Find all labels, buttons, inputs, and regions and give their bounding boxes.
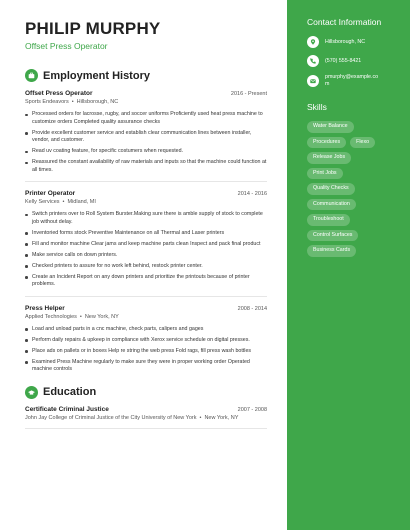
bullet-item: Inventoried forms stock Preventive Maintenance on all Thermal and Laser printers (25, 230, 267, 238)
education-entry-location: New York, NY (204, 414, 239, 421)
sidebar (287, 0, 410, 530)
skill-tag: Control Surfaces (307, 230, 358, 242)
job-title: Offset Press Operator (25, 41, 108, 51)
bullet-item: Checked printers to assure for no work left behind, restock printer center. (25, 263, 267, 271)
job-entry-location: Midland, MI (67, 199, 96, 205)
education-section-header (25, 386, 267, 399)
job-entry (25, 190, 267, 297)
job-entry-dates: 2016 - Present (230, 91, 267, 97)
divider (25, 181, 267, 182)
bullet-item: Switch printers over to Roll System Burster.Making sure there is amble supply of stock to complete job without delay. (25, 211, 267, 226)
bullet-item: Make service calls on down printers. (25, 252, 267, 260)
contact-location-text: Hillsborough, NC (325, 38, 366, 45)
job-entry (25, 305, 267, 374)
skill-tag: Business Cards (307, 245, 356, 257)
job-entry-meta (25, 99, 267, 105)
employment-section-header (25, 69, 267, 82)
job-entry-location: Hillsborough, NC (76, 99, 119, 105)
contact-email (307, 74, 410, 88)
email-line-1: pmurphy@example.co (325, 74, 379, 80)
separator-dot: • (62, 199, 65, 205)
skill-tag: Release Jobs (307, 152, 351, 164)
briefcase-icon (25, 69, 38, 82)
candidate-name: PHILIP MURPHY (25, 19, 161, 38)
map-pin-icon (307, 36, 319, 48)
job-entry (25, 90, 267, 182)
skills-heading: Skills (307, 102, 327, 112)
divider (25, 296, 267, 297)
job-entry-title: Printer Operator (25, 190, 76, 197)
skill-tag: Water Balance (307, 121, 354, 133)
job-entry-company: Sports Endeavors (25, 99, 69, 105)
bullet-item: Load and unload parts in a cnc machine, check parts, calipers and gages (25, 326, 267, 334)
job-entry-company: Applied Technologies (25, 313, 77, 320)
education-entry-meta (25, 415, 267, 421)
skill-tag: Procedures (307, 137, 346, 149)
job-entry-bullets (25, 326, 267, 374)
bullet-item: Create an Incident Report on any down printers and prioritize the printouts because of printer problems. (25, 274, 267, 289)
contact-phone-text[interactable]: (570) 555-8421 (325, 57, 362, 64)
email-line-2: m (325, 81, 330, 87)
phone-icon (307, 55, 319, 67)
education-entry (25, 406, 267, 429)
job-entry-title: Press Helper (25, 304, 65, 312)
bullet-item: Fill and monitor machine Clear jams and keep machine parts clean Inspect and pack final product (25, 241, 267, 249)
education-entry-title: Certificate Criminal Justice (25, 405, 109, 413)
job-entry-meta (25, 314, 267, 320)
skill-tag: Quality Checks (307, 183, 355, 195)
employment-heading: Employment History (43, 69, 150, 82)
bullet-item: Reassured the constant availability of raw materials and inputs so that the machine could function at all times. (25, 159, 267, 174)
education-heading: Education (43, 386, 97, 398)
bullet-item: Perform daily repairs & upkeep in compliance with Xerox service schedule on digital presses. (25, 337, 267, 345)
separator-dot: • (71, 99, 74, 105)
job-entry-dates: 2008 - 2014 (237, 305, 267, 312)
job-entry-bullets (25, 211, 267, 289)
skill-tag: Troubleshoot (307, 214, 350, 226)
job-entry-dates: 2014 - 2016 (237, 191, 267, 197)
skill-tag: Print Jobs (307, 168, 343, 180)
skill-tag: Flexo (350, 137, 375, 149)
bullet-item: Read uv coating feature, for specific costumers when requested. (25, 148, 267, 156)
job-entry-title: Offset Press Operator (25, 90, 93, 97)
separator-dot: • (79, 313, 82, 320)
job-entry-company: Kelly Services (25, 199, 60, 205)
skills-section (307, 102, 410, 257)
divider (25, 428, 267, 429)
job-entry-bullets (25, 111, 267, 174)
education-entry-school: John Jay College of Criminal Justice of the City University of New York (25, 414, 197, 421)
envelope-icon (307, 75, 319, 87)
job-entry-location: New York, NY (84, 313, 119, 320)
job-entry-meta (25, 199, 267, 205)
bullet-item: Examined Press Machine regularly to make sure they were in proper working order Operated machine controls (25, 359, 267, 374)
bullet-item: Processed orders for lacrosse, rugby, and soccer uniforms Proficiently used heat press machine to customize orders Completed quality assurance checks (25, 111, 267, 126)
contact-location (307, 36, 410, 48)
bullet-item: Provide excellent customer service and establish clear communication lines between installer, vendor, and customer. (25, 130, 267, 145)
skill-list (307, 121, 410, 257)
bullet-item: Place ads on pallets or in boxes Help re string the web press Fold rags, fill press wash bottles (25, 348, 267, 356)
skill-tag: Communication (307, 199, 356, 211)
education-entry-dates: 2007 - 2008 (237, 406, 267, 413)
contact-email-text[interactable] (325, 74, 378, 88)
separator-dot: • (199, 414, 202, 421)
graduation-cap-icon (25, 386, 38, 399)
contact-heading: Contact Information (307, 17, 382, 27)
contact-phone (307, 55, 410, 67)
